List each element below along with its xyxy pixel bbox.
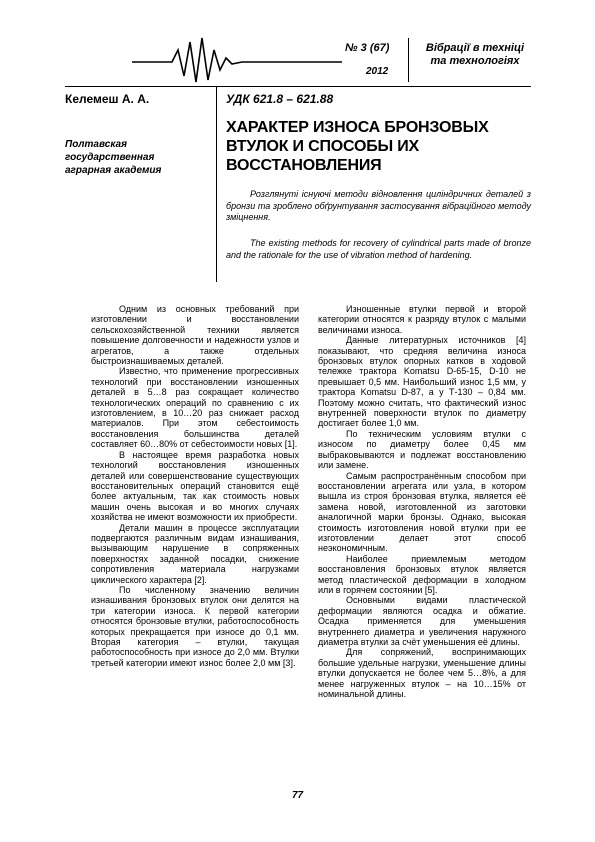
body-column-left: [91, 304, 299, 668]
paragraph: Данные литературных источников [4] показывают, что средняя величина износа бронзовых втулок опорных катков в ходовой тележке трактора Komatsu D-65-15, D-10 не превышает 0,5 мм. Наибольший износ 1,5 мм, у трактора Komatsu D-87, а у Т-130 – 0,84 мм. Поэтому можно считать, что фактический износ внутренней поверхности втулок по диаметру достигает более 1,0 мм.: [318, 335, 526, 429]
page-number: 77: [291, 790, 304, 801]
journal-title-line-2: та технологіях: [430, 55, 520, 67]
paragraph: По техническим условиям втулки с износом по диаметру более 0,45 мм выбраковываются и подлежат восстановлению или замене.: [318, 428, 526, 471]
journal-title: [420, 42, 530, 68]
article-title: ХАРАКТЕР ИЗНОСА БРОНЗОВЫХ ВТУЛОК И СПОСОБЫ ИХ ВОССТАНОВЛЕНИЯ: [226, 119, 489, 174]
author-name: Келемеш А. А.: [65, 92, 150, 106]
paragraph: Известно, что применение прогрессивных технологий при восстановлении изношенных деталей в 5…8 раз сокращает количество технологических операций по сравнению с их изготовлением, в 10…20 раз снижает расход материалов. При этом себестоимость восстановления большинства деталей составляет 60…80% от себестоимости новых [1].: [91, 366, 299, 450]
issue-year: 2012: [366, 66, 389, 77]
header-rule: [65, 86, 531, 87]
paragraph: Самым распространённым способом при восстановлении агрегата или узла, в котором вышла из строя бронзовая втулка, является её замена новой, изготовленной из заготовки аналогичной марки бронзы. Однако, высокая стоимость изготовления новой втулки при ее изготовлении делает этот способ неэкономичным.: [318, 470, 526, 554]
body-column-right: [318, 304, 526, 699]
paragraph: По численному значению величин изнашивания бронзовых втулок они делятся на три категории износа. К первой категории относятся бронзовые втулки, работоспособность которых прекращается при износе до 0,1 мм. Вторая категория – втулки, такущая работоспособность при износе до 2,0 мм. Втулки третьей категории имеют износ более 2,0 мм [3].: [91, 584, 299, 668]
paragraph: Основными видами пластической деформации являются осадка и обжатие. Осадка применяется для уменьшения внутреннего диаметра и увеличения наружного диаметра втулки за счёт уменьшения её длины.: [318, 595, 526, 647]
udk-code: УДК 621.8 – 621.88: [226, 92, 334, 106]
paragraph: Одним из основных требований при изготовлении и восстановлении сельскохозяйственной техники является повышение долговечности и надежности узлов и агрегатов, а также отдельных быстроизнашиваемых деталей.: [91, 304, 299, 367]
vibration-wave-icon: [132, 36, 342, 88]
paragraph: В настоящее время разработка новых технологий восстановления изношенных деталей или совершенствование существующих восстановительных операций становится ещё более актуальным, так как стоимость новых машин очень высокая и во многих случаях хозяйства не имеют возможности их приобрести.: [91, 449, 299, 523]
author-affiliation: Полтавская государственная аграрная академия: [65, 139, 162, 176]
abstract-english: The existing methods for recovery of cylindrical parts made of bronze and the rationale for the use of vibration method of hardening.: [226, 238, 531, 260]
header-divider: [408, 38, 409, 82]
abstract-ukrainian: Розглянуті існуючі методи відновлення циліндричних деталей з бронзи та зроблено обґрунтування застосування вібраційного методу зміцнення.: [226, 189, 531, 222]
journal-title-line-1: Вібрації в техніці: [425, 42, 525, 54]
paragraph: Детали машин в процессе эксплуатации подвергаются различным видам изнашивания, вызывающим нарушение в сопряженных поверхностях заданной посадки, снижение сопротивления материала нагрузками циклического характера [2].: [91, 522, 299, 585]
issue-number: № 3 (67): [345, 42, 390, 54]
vertical-rule: [216, 86, 217, 282]
paragraph: Изношенные втулки первой и второй категории относятся к разряду втулок с малыми величинами износа.: [318, 304, 526, 335]
paragraph: Для сопряжений, воспринимающих большие удельные нагрузки, уменьшение длины втулки допускается не более чем 5…8%, а для менее нагруженных втулок – на 10…15% от номинальной длины.: [318, 647, 526, 700]
paragraph: Наиболее приемлемым методом восстановления бронзовых втулок является метод пластической деформации в холодном или в горячем состоянии [5].: [318, 553, 526, 595]
